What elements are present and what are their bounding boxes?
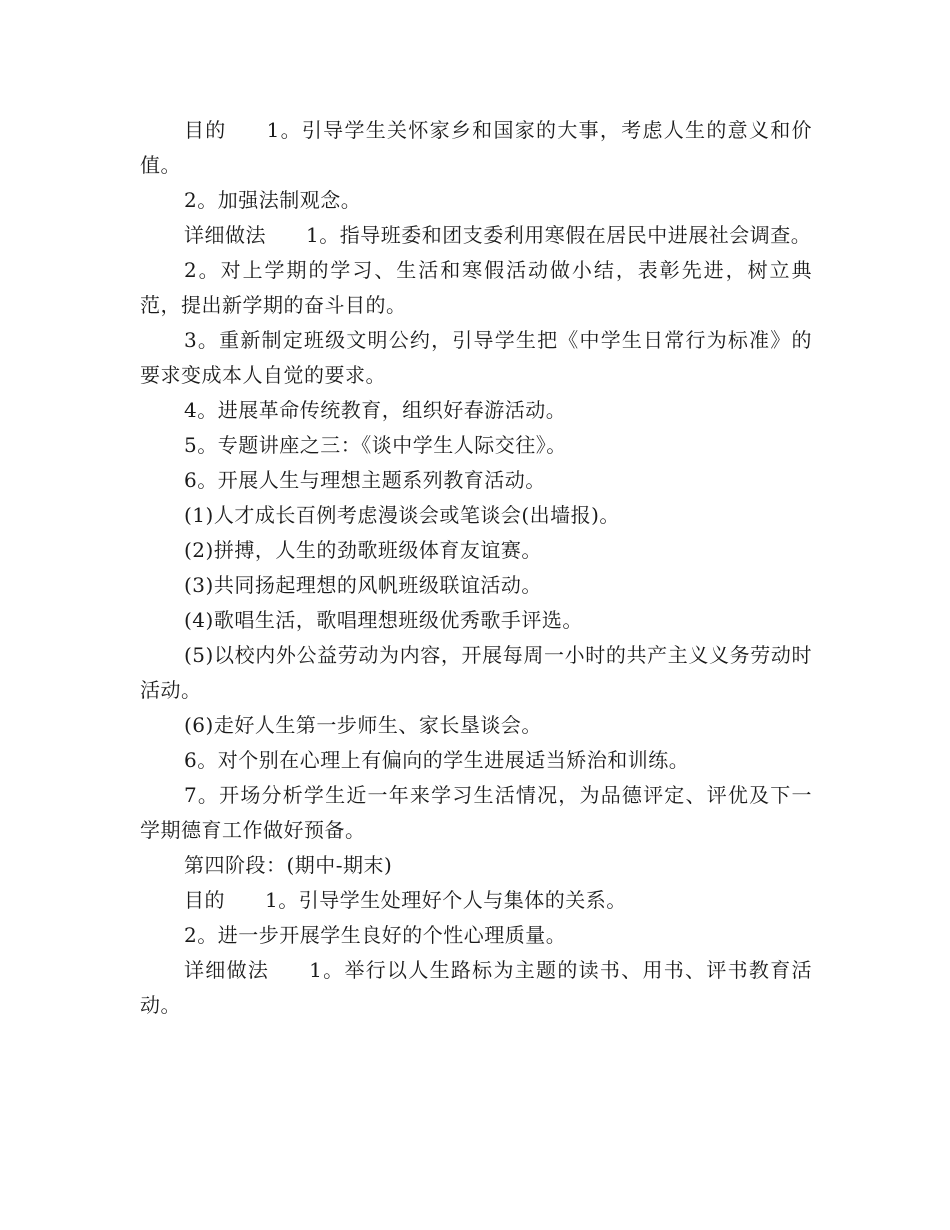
method-label: 详细做法 — [184, 223, 266, 247]
method-line — [140, 218, 812, 253]
method-item-2: 2。对上学期的学习、生活和寒假活动做小结，表彰先进，树立典范，提出新学期的奋斗目的。 — [140, 258, 812, 317]
sub-item-6: (6)走好人生第一步师生、家长垦谈会。 — [184, 713, 542, 737]
sub-item-5: (5)以校内外公益劳动为内容，开展每周一小时的共产主义义务劳动时活动。 — [140, 643, 812, 702]
sub-item-3: (3)共同扬起理想的风帆班级联谊活动。 — [184, 573, 542, 597]
method-item-6b: 6。对个别在心理上有偏向的学生进展适当矫治和训练。 — [184, 748, 690, 772]
document-body — [140, 113, 812, 1023]
goal-item-2: 2。进一步开展学生良好的个性心理质量。 — [184, 923, 567, 947]
goal-line-stage4 — [140, 883, 812, 918]
goal-label: 目的 — [184, 118, 227, 142]
goal-item-1: 1。引导学生关怀家乡和国家的大事，考虑人生的意义和价值。 — [140, 118, 812, 177]
sub-item-2: (2)拼搏，人生的劲歌班级体育友谊赛。 — [184, 538, 542, 562]
goal-line — [140, 113, 812, 183]
method-item-3: 3。重新制定班级文明公约，引导学生把《中学生日常行为标准》的要求变成本人自觉的要求。 — [140, 328, 812, 387]
method-line-stage4 — [140, 953, 812, 1023]
method-item-7: 7。开场分析学生近一年来学习生活情况，为品德评定、评优及下一学期德育工作做好预备。 — [140, 783, 812, 842]
method-item-4: 4。进展革命传统教育，组织好春游活动。 — [184, 398, 567, 422]
method-item-5: 5。专题讲座之三：《谈中学生人际交往》。 — [184, 433, 567, 457]
sub-item-4: (4)歌唱生活，歌唱理想班级优秀歌手评选。 — [184, 608, 583, 632]
stage-heading: 第四阶段：(期中-期末) — [184, 853, 393, 877]
goal-label: 目的 — [184, 888, 225, 912]
method-item-1: 1。举行以人生路标为主题的读书、用书、评书教育活动。 — [140, 958, 812, 1017]
goal-item-2: 2。加强法制观念。 — [184, 188, 362, 212]
method-item-6: 6。开展人生与理想主题系列教育活动。 — [184, 468, 546, 492]
sub-item-1: (1)人才成长百例考虑漫谈会或笔谈会(出墙报)。 — [184, 503, 620, 527]
method-label: 详细做法 — [184, 958, 270, 982]
goal-item-1: 1。引导学生处理好个人与集体的关系。 — [265, 888, 627, 912]
method-item-1: 1。指导班委和团支委利用寒假在居民中进展社会调查。 — [306, 223, 812, 247]
